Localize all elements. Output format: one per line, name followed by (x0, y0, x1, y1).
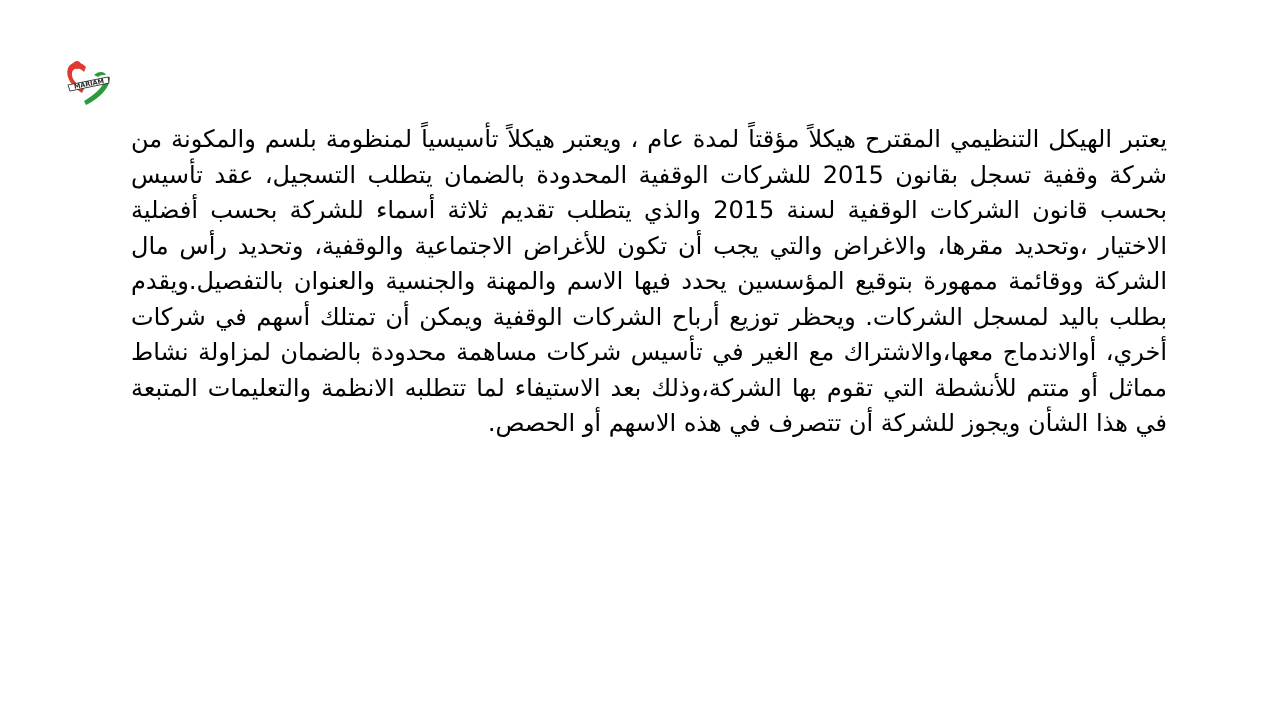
heart-hands-icon (60, 55, 116, 111)
mariam-logo (60, 55, 116, 111)
svg-text:MARIAM: MARIAM (73, 77, 105, 91)
body-paragraph (131, 122, 1167, 442)
paragraph-text: يعتبر الهيكل التنظيمي المقترح هيكلاً مؤقتاً لمدة عام ، ويعتبر هيكلاً تأسيسياً لمنظومة بلسم والمكونة من شركة وقفية تسجل بقانون 2015 للشركات الوقفية المحدودة بالضمان يتطلب التسجيل، عقد تأسيس بحسب قانون الشركات الوقفية لسنة 2015 والذي يتطلب تقديم ثلاثة أسماء للشركة بحسب أفضلية الاختيار ،وتحديد مقرها، والاغراض والتي يجب أن تكون للأغراض الاجتماعية والوقفية، وتحديد رأس مال الشركة ووقائمة ممهورة بتوقيع المؤسسين يحدد فيها الاسم والمهنة والجنسية والعنوان بالتفصيل.ويقدم بطلب باليد لمسجل الشركات. ويحظر توزيع أرباح الشركات الوقفية ويمكن أن تمتلك أسهم في شركات أخري، أوالاندماج معها،والاشتراك مع الغير في تأسيس شركات مساهمة محدودة بالضمان لمزاولة نشاط مماثل أو متتم للأنشطة التي تقوم بها الشركة،وذلك بعد الاستيفاء لما تتطلبه الانظمة والتعليمات المتبعة في هذا الشأن ويجوز للشركة أن تتصرف في هذه الاسهم أو الحصص. (131, 125, 1167, 437)
